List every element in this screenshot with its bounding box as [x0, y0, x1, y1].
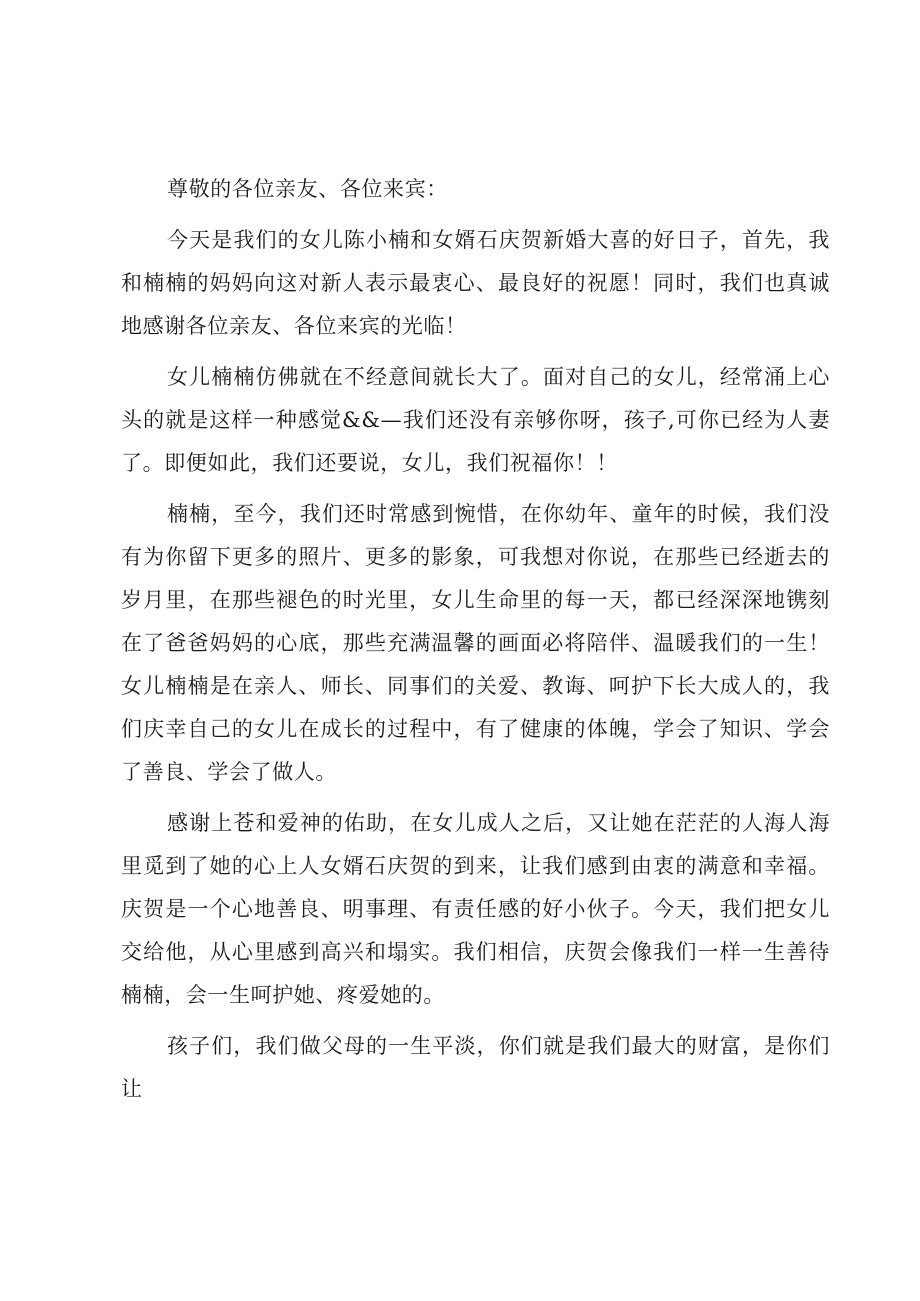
salutation: 尊敬的各位亲友、各位来宾：: [167, 177, 448, 201]
speech-body: [121, 168, 830, 1119]
paragraph-growing-up: 女儿楠楠仿佛就在不经意间就长大了。面对自己的女儿，经常涌上心头的就是这样一种感觉&&—我们还没有亲够你呀，孩子,可你已经为人妻了。即便如此，我们还要说，女儿，我们祝福你！！: [121, 365, 830, 475]
paragraph-son-in-law: 感谢上苍和爱神的佑助，在女儿成人之后，又让她在茫茫的人海人海里觅到了她的心上人女婿石庆贺的到来，让我们感到由衷的满意和幸福。庆贺是一个心地善良、明事理、有责任感的好小伙子。今天，我们把女儿交给他，从心里感到高兴和塌实。我们相信，庆贺会像我们一样一生善待楠楠，会一生呵护她、疼爱她的。: [121, 811, 830, 1007]
paragraph-memories: 楠楠，至今，我们还时常感到惋惜，在你幼年、童年的时候，我们没有为你留下更多的照片、更多的影象，可我想对你说，在那些已经逝去的岁月里，在那些褪色的时光里，女儿生命里的每一天，都已经深深地镌刻在了爸爸妈妈的心底，那些充满温馨的画面必将陪伴、温暖我们的一生！女儿楠楠是在亲人、师长、同事们的关爱、教诲、呵护下长大成人的，我们庆幸自己的女儿在成长的过程中，有了健康的体魄，学会了知识、学会了善良、学会了做人。: [121, 502, 830, 784]
paragraph-opening: 今天是我们的女儿陈小楠和女婿石庆贺新婚大喜的好日子，首先，我和楠楠的妈妈向这对新人表示最衷心、最良好的祝愿！同时，我们也真诚地感谢各位亲友、各位来宾的光临！: [121, 228, 830, 338]
paragraph-closing: 孩子们，我们做父母的一生平淡，你们就是我们最大的财富，是你们让: [121, 1034, 830, 1101]
